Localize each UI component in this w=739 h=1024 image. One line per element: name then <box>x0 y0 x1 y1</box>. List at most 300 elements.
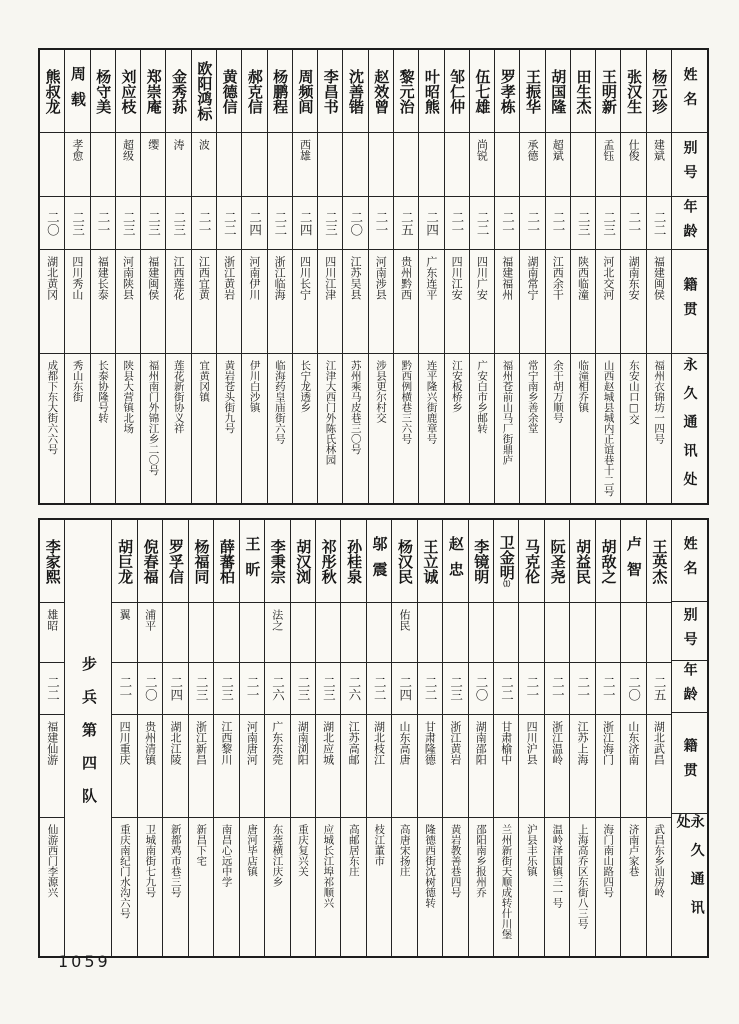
native-place-cell-text: 陕西临潼 <box>576 256 590 300</box>
age-cell <box>112 662 136 714</box>
native-place-cell <box>570 714 594 817</box>
address-cell <box>394 353 418 503</box>
address-cell-text: 东莞横江庆乡 <box>271 824 284 887</box>
age-cell <box>116 196 140 249</box>
address-cell-text: 高邮居东庄 <box>347 824 360 877</box>
native-place-cell-text: 福建长泰 <box>96 256 110 300</box>
age-cell-text: 二二 <box>372 676 388 701</box>
native-place-cell-text: 湖北武昌 <box>652 721 666 765</box>
entry-column <box>111 520 136 956</box>
native-place-cell <box>445 249 469 353</box>
address-cell-text: 黔西例横巷三六号 <box>400 360 413 444</box>
alias-cell-text: 西雄 <box>298 139 312 161</box>
alias-cell-text: 超级 <box>121 139 135 161</box>
address-cell <box>367 817 391 956</box>
alias-cell <box>141 132 165 196</box>
address-cell-text: 长泰协隆号转 <box>96 360 109 423</box>
alias-cell <box>520 132 544 196</box>
address-cell <box>116 353 140 503</box>
name-cell <box>443 520 467 602</box>
entry-column <box>391 520 416 956</box>
entry-column <box>544 520 569 956</box>
age-cell-text: 二三 <box>448 676 464 701</box>
name-cell-text: 卫金明⑴ <box>497 535 516 587</box>
header-name-text: 姓名 <box>681 535 698 585</box>
alias-cell <box>138 602 162 662</box>
address-cell <box>91 353 115 503</box>
age-cell-text: 二一 <box>524 676 540 701</box>
entry-column <box>646 50 671 503</box>
age-cell-text: 二二 <box>475 210 491 236</box>
age-cell-text: 二一 <box>551 210 567 236</box>
address-cell-text: 福州南门外锦江乡二〇号 <box>147 360 160 476</box>
name-cell <box>394 50 418 132</box>
header-alias-text: 别号 <box>681 606 698 656</box>
age-cell-text: 二二 <box>652 210 668 236</box>
native-place-cell-text: 湖北江陵 <box>169 721 183 765</box>
address-cell <box>192 353 216 503</box>
age-cell <box>621 196 645 249</box>
name-cell-text: 沈善锴 <box>347 68 366 114</box>
native-place-cell <box>369 249 393 353</box>
name-cell-text: 马克伦 <box>523 538 542 584</box>
entry-column <box>342 50 367 503</box>
native-place-cell <box>65 249 89 353</box>
address-cell-text: 武昌东乡汕房岭 <box>653 824 666 898</box>
age-cell <box>189 662 213 714</box>
name-cell-text: 伍七雄 <box>473 68 492 114</box>
name-cell <box>112 520 136 602</box>
age-cell-text: 二〇 <box>474 676 490 701</box>
address-cell-text: 唐河毕店镇 <box>246 824 259 877</box>
address-cell-text: 海门南山路四号 <box>602 824 615 898</box>
alias-cell-text: 涛 <box>172 139 186 150</box>
alias-cell <box>394 132 418 196</box>
age-cell-text: 二一 <box>500 210 516 236</box>
address-cell-text: 成都下东大街六六号 <box>46 360 59 455</box>
entry-column <box>442 520 467 956</box>
address-cell-text: 连平隆兴街鹿章号 <box>425 360 438 444</box>
address-cell <box>265 817 289 956</box>
alias-cell <box>392 602 416 662</box>
name-cell <box>341 520 365 602</box>
age-cell <box>91 196 115 249</box>
native-place-cell-text: 湖北枝江 <box>372 721 386 765</box>
address-cell-text: 福州衣锦坊一四号 <box>653 360 666 444</box>
entry-column <box>241 50 266 503</box>
header-column <box>671 520 707 956</box>
entry-column <box>292 50 317 503</box>
name-cell-text: 王英杰 <box>650 538 669 584</box>
name-cell <box>40 520 64 602</box>
alias-cell <box>268 132 292 196</box>
age-cell-text: 二一 <box>374 210 390 236</box>
native-place-cell-text: 浙江临海 <box>273 256 287 300</box>
native-place-cell-text: 浙江新昌 <box>194 721 208 765</box>
name-cell-text: 张汉生 <box>625 68 644 114</box>
age-cell-text: 二一 <box>245 676 261 701</box>
name-cell <box>40 50 64 132</box>
age-cell <box>367 662 391 714</box>
age-cell-text: 二三 <box>601 210 617 236</box>
header-column <box>671 50 707 503</box>
age-cell-text: 二一 <box>626 210 642 236</box>
address-cell-text: 卫城南街七九号 <box>144 824 157 898</box>
name-cell-text: 郝克信 <box>245 68 264 114</box>
age-cell <box>166 196 190 249</box>
entry-column <box>191 50 216 503</box>
alias-cell <box>265 602 289 662</box>
age-cell <box>138 662 162 714</box>
alias-cell <box>242 132 266 196</box>
native-place-cell-text: 福建闽侯 <box>146 256 160 300</box>
name-cell <box>293 50 317 132</box>
entry-column <box>140 50 165 503</box>
alias-cell <box>40 132 64 196</box>
address-cell-text: 伊川白沙镇 <box>248 360 261 413</box>
header-native-place <box>672 249 707 353</box>
alias-cell <box>343 132 367 196</box>
alias-cell-text: 超斌 <box>551 139 565 161</box>
native-place-cell <box>242 249 266 353</box>
address-cell-text: 重庆复兴关 <box>296 824 309 877</box>
address-cell <box>520 353 544 503</box>
name-cell-text: 罗孝栋 <box>498 68 517 114</box>
age-cell-text: 二二 <box>45 676 61 701</box>
name-cell-text: 周频闾 <box>296 68 315 114</box>
address-cell <box>392 817 416 956</box>
address-cell <box>341 817 365 956</box>
name-cell <box>392 520 416 602</box>
entry-column <box>340 520 365 956</box>
alias-cell <box>291 602 315 662</box>
name-cell-text: 胡巨龙 <box>116 538 135 584</box>
alias-cell <box>545 602 569 662</box>
entry-column <box>468 520 493 956</box>
name-cell-text: 杨鹏程 <box>271 68 290 114</box>
entry-column <box>494 50 519 503</box>
age-cell <box>596 662 620 714</box>
address-cell-text: 新都鸡市巷三号 <box>169 824 182 898</box>
name-cell-text: 郑崇庵 <box>144 68 163 114</box>
address-cell <box>343 353 367 503</box>
age-cell <box>394 196 418 249</box>
age-cell <box>545 662 569 714</box>
name-cell-text: 叶昭熊 <box>422 68 441 114</box>
alias-cell <box>494 602 518 662</box>
name-cell-text: 李镜明 <box>472 538 491 584</box>
name-cell <box>546 50 570 132</box>
alias-cell-text: 波 <box>197 139 211 150</box>
entry-column <box>216 50 241 503</box>
native-place-cell-text: 山东高唐 <box>397 721 411 765</box>
native-place-cell <box>318 249 342 353</box>
age-cell-text: 二一 <box>525 210 541 236</box>
native-place-cell <box>141 249 165 353</box>
name-cell <box>141 50 165 132</box>
native-place-cell-text: 湖南邵阳 <box>474 721 488 765</box>
address-cell-text: 福州苍前山马厂街鼎庐 <box>501 360 514 465</box>
native-place-cell <box>265 714 289 817</box>
native-place-cell <box>495 249 519 353</box>
address-cell-text: 新昌下宅 <box>195 824 208 866</box>
name-cell-text: 薛蕃柏 <box>217 538 236 584</box>
entry-column <box>366 520 391 956</box>
address-cell <box>112 817 136 956</box>
header-alias <box>672 601 707 660</box>
alias-cell <box>418 602 442 662</box>
address-cell-text: 广安白市乡邮转 <box>476 360 489 434</box>
alias-cell <box>316 602 340 662</box>
name-cell-text: 胡国隆 <box>549 68 568 114</box>
age-cell <box>141 196 165 249</box>
address-cell-text: 黄岩教善巷四号 <box>449 824 462 898</box>
alias-cell <box>495 132 519 196</box>
name-cell <box>369 50 393 132</box>
address-cell-text: 应城长江埠祁顺兴 <box>322 824 335 908</box>
age-cell-text: 二〇 <box>348 210 364 236</box>
alias-cell <box>189 602 213 662</box>
native-place-cell-text: 浙江海门 <box>601 721 615 765</box>
native-place-cell <box>392 714 416 817</box>
alias-cell <box>647 602 671 662</box>
address-cell-text: 高唐宋扬庄 <box>398 824 411 877</box>
entry-column <box>469 50 494 503</box>
age-cell-text: 二四 <box>247 210 263 236</box>
name-cell <box>343 50 367 132</box>
address-cell-text: 余干胡万顺号 <box>552 360 565 423</box>
header-native-place-text: 籍贯 <box>681 738 698 788</box>
name-note: ⑴ <box>502 580 511 587</box>
entry-column <box>290 520 315 956</box>
name-cell <box>268 50 292 132</box>
name-cell-text: 孙桂泉 <box>345 538 364 584</box>
age-cell <box>546 196 570 249</box>
alias-cell <box>367 602 391 662</box>
name-cell <box>242 50 266 132</box>
address-cell-text: 涉县更尔村交 <box>375 360 388 423</box>
name-cell-text: 王振华 <box>523 68 542 114</box>
entry-column <box>393 50 418 503</box>
name-cell-text: 欧阳鸿标 <box>195 61 214 121</box>
address-cell-text: 黄岩苍头街九号 <box>223 360 236 434</box>
age-cell <box>443 662 467 714</box>
age-cell <box>369 196 393 249</box>
alias-cell <box>341 602 365 662</box>
address-cell-text: 临潼相乔镇 <box>577 360 590 413</box>
age-cell-text: 二一 <box>449 210 465 236</box>
header-native-place <box>672 712 707 814</box>
alias-cell <box>469 602 493 662</box>
age-cell-text: 二二 <box>272 210 288 236</box>
name-cell-text: 邬震 <box>370 535 389 587</box>
name-cell-text: 王立诚 <box>421 538 440 584</box>
header-alias <box>672 132 707 196</box>
name-cell <box>570 520 594 602</box>
native-place-cell-text: 福建闽侯 <box>652 256 666 300</box>
header-name <box>672 50 707 132</box>
address-cell <box>519 817 543 956</box>
name-cell-text: 倪春福 <box>141 538 160 584</box>
address-cell <box>214 817 238 956</box>
header-address <box>672 353 707 503</box>
name-cell <box>596 50 620 132</box>
name-cell <box>495 50 519 132</box>
age-cell-text: 二三 <box>121 210 137 236</box>
address-cell <box>419 353 443 503</box>
age-cell <box>316 662 340 714</box>
native-place-cell-text: 湖南东安 <box>627 256 641 300</box>
name-cell-text: 黎元治 <box>397 68 416 114</box>
entry-column <box>165 50 190 503</box>
name-cell <box>240 520 264 602</box>
alias-cell <box>40 602 64 662</box>
age-cell <box>596 196 620 249</box>
entry-column <box>493 520 518 956</box>
alias-cell <box>217 132 241 196</box>
name-cell-text: 邹仁仲 <box>448 68 467 114</box>
native-place-cell <box>520 249 544 353</box>
age-cell-text: 二三 <box>295 676 311 701</box>
address-cell <box>316 817 340 956</box>
native-place-cell-text: 四川重庆 <box>118 721 132 765</box>
age-cell-text: 二六 <box>270 676 286 701</box>
entry-column <box>417 520 442 956</box>
header-address-text: 永久通讯处 <box>681 356 698 501</box>
native-place-cell <box>367 714 391 817</box>
name-cell <box>445 50 469 132</box>
name-cell <box>596 520 620 602</box>
name-cell-text: 罗孚信 <box>167 538 186 584</box>
address-cell-text: 南昌心远中学 <box>220 824 233 887</box>
age-cell <box>214 662 238 714</box>
alias-cell-text: 孝愈 <box>70 139 84 161</box>
alias-cell-text: 承德 <box>525 139 539 161</box>
header-native-place-text: 籍贯 <box>681 277 698 326</box>
age-cell-text: 二四 <box>397 676 413 701</box>
address-cell-text: 重庆南纪门水沟六号 <box>118 824 131 919</box>
name-cell-text: 李秉宗 <box>268 538 287 584</box>
age-cell-text: 二三 <box>194 676 210 701</box>
name-cell <box>469 520 493 602</box>
alias-cell <box>519 602 543 662</box>
native-place-cell-text: 江西黎川 <box>219 721 233 765</box>
entry-column <box>418 50 443 503</box>
name-cell-text: 李昌书 <box>321 68 340 114</box>
alias-cell <box>445 132 469 196</box>
address-cell-text: 宜黄冈镇 <box>198 360 211 402</box>
age-cell <box>341 662 365 714</box>
native-place-cell <box>443 714 467 817</box>
name-cell-text: 杨汉民 <box>395 538 414 584</box>
native-place-cell <box>647 714 671 817</box>
address-cell-text: 东安山口□交 <box>627 360 640 425</box>
entry-column <box>620 520 645 956</box>
alias-cell-text: 孟钰 <box>601 139 615 161</box>
age-cell <box>265 662 289 714</box>
name-cell <box>571 50 595 132</box>
address-cell <box>545 817 569 956</box>
address-cell-text: 济南卢家巷 <box>627 824 640 877</box>
alias-cell-text: 仕俊 <box>627 139 641 161</box>
alias-cell <box>116 132 140 196</box>
address-cell-text: 莲花新街协义祥 <box>172 360 185 434</box>
address-cell-text: 苏州乘马皮巷三〇号 <box>349 360 362 455</box>
age-cell <box>268 196 292 249</box>
address-cell-text: 江安板桥乡 <box>450 360 463 413</box>
age-cell-text: 二五 <box>652 676 668 701</box>
name-cell-text: 赵效曾 <box>372 68 391 114</box>
native-place-cell <box>494 714 518 817</box>
age-cell-text: 二三 <box>321 676 337 701</box>
native-place-cell <box>166 249 190 353</box>
age-cell-text: 二四 <box>424 210 440 236</box>
entry-column <box>545 50 570 503</box>
native-place-cell <box>240 714 264 817</box>
native-place-cell <box>40 249 64 353</box>
age-cell <box>343 196 367 249</box>
native-place-cell <box>394 249 418 353</box>
native-place-cell <box>519 714 543 817</box>
name-cell <box>116 50 140 132</box>
native-place-cell-text: 湖北应城 <box>321 721 335 765</box>
name-cell <box>418 520 442 602</box>
native-place-cell <box>91 249 115 353</box>
alias-cell-text: 翼 <box>118 609 132 620</box>
alias-cell <box>419 132 443 196</box>
address-cell <box>571 353 595 503</box>
alias-cell-text: 雄昭 <box>45 609 59 631</box>
native-place-cell <box>163 714 187 817</box>
age-cell <box>419 196 443 249</box>
native-place-cell <box>343 249 367 353</box>
entry-column <box>115 50 140 503</box>
name-cell-text: 赵忠 <box>446 535 465 587</box>
age-cell <box>520 196 544 249</box>
alias-cell <box>443 602 467 662</box>
alias-cell-text: 尚锐 <box>475 139 489 161</box>
age-cell-text: 二六 <box>346 676 362 701</box>
native-place-cell-text: 河南唐河 <box>245 721 259 765</box>
address-cell <box>647 817 671 956</box>
age-cell-text: 二三 <box>323 210 339 236</box>
address-cell <box>163 817 187 956</box>
native-place-cell-text: 江西宜黄 <box>197 256 211 300</box>
age-cell <box>494 662 518 714</box>
name-cell-text: 熊叔龙 <box>43 68 62 114</box>
native-place-cell-text: 江西余干 <box>551 256 565 300</box>
name-cell <box>647 520 671 602</box>
native-place-cell-text: 河北交河 <box>601 256 615 300</box>
name-cell <box>647 50 671 132</box>
address-cell <box>469 817 493 956</box>
roster-table-bottom <box>38 518 709 958</box>
address-cell <box>494 817 518 956</box>
entry-column <box>40 520 64 956</box>
address-cell <box>217 353 241 503</box>
name-cell <box>621 50 645 132</box>
name-cell <box>163 520 187 602</box>
age-cell <box>418 662 442 714</box>
alias-cell-text: 缨 <box>146 139 160 150</box>
native-place-cell-text: 广东连平 <box>424 256 438 300</box>
alias-cell <box>621 132 645 196</box>
alias-cell <box>112 602 136 662</box>
age-cell <box>519 662 543 714</box>
native-place-cell <box>341 714 365 817</box>
native-place-cell-text: 贵州黔西 <box>399 256 413 300</box>
address-cell-text: 山西赵城县城内正谊巷十二号 <box>602 360 615 497</box>
